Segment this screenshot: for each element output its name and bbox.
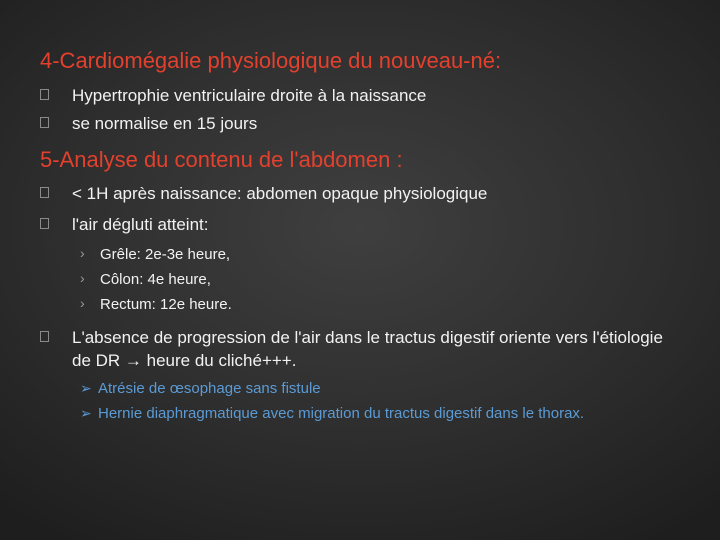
chevron-right-icon: › [80, 295, 85, 311]
square-bullet-icon [40, 187, 49, 198]
square-bullet-icon [40, 89, 49, 100]
bullet-text-part1: L'absence de progression de l'air dans le tractus digestif oriente vers l'étiologie de DR [72, 328, 663, 370]
sub-bullet-grele [80, 246, 230, 263]
chevron-right-icon: › [80, 270, 85, 286]
sub-bullet-text: Rectum: 12e heure. [100, 296, 232, 313]
bullet-text [72, 326, 680, 372]
sub-bullet-text: Grêle: 2e-3e heure, [100, 246, 231, 263]
sub-bullet-colon [80, 271, 211, 288]
square-bullet-icon [40, 218, 49, 229]
right-arrow-icon: → [124, 351, 142, 370]
bullet-hypertrophie [40, 84, 700, 107]
section-heading-abdomen: 5-Analyse du contenu de l'abdomen : [40, 147, 403, 172]
sub-bullet-rectum [80, 296, 232, 313]
bullet-text: se normalise en 15 jours [72, 114, 258, 133]
arrow-item-text: Hernie diaphragmatique avec migration du tractus digestif dans le thorax. [98, 405, 585, 422]
sub-bullet-text: Côlon: 4e heure, [100, 271, 211, 288]
arrow-item-text: Atrésie de œsophage sans fistule [98, 380, 321, 397]
arrow-item-atresie [80, 380, 321, 397]
bullet-abdomen-opaque [40, 182, 700, 205]
square-bullet-icon [40, 117, 49, 128]
bullet-text: Hypertrophie ventriculaire droite à la naissance [72, 86, 427, 105]
square-bullet-icon [40, 331, 49, 342]
bullet-air-degluti [40, 213, 700, 236]
section-heading-cardiomegalie: 4-Cardiomégalie physiologique du nouveau-né: [40, 48, 502, 73]
chevron-right-icon: › [80, 245, 85, 261]
bullet-text-part2: heure du cliché+++. [141, 351, 297, 370]
bullet-absence-progression [40, 326, 680, 372]
bullet-text: < 1H après naissance: abdomen opaque physiologique [72, 184, 488, 203]
bullet-text: l'air dégluti atteint: [72, 215, 209, 234]
arrowhead-bullet-icon: ➢ [80, 405, 92, 421]
arrow-item-hernie [80, 405, 584, 422]
bullet-normalise [40, 112, 700, 135]
arrowhead-bullet-icon: ➢ [80, 380, 92, 396]
